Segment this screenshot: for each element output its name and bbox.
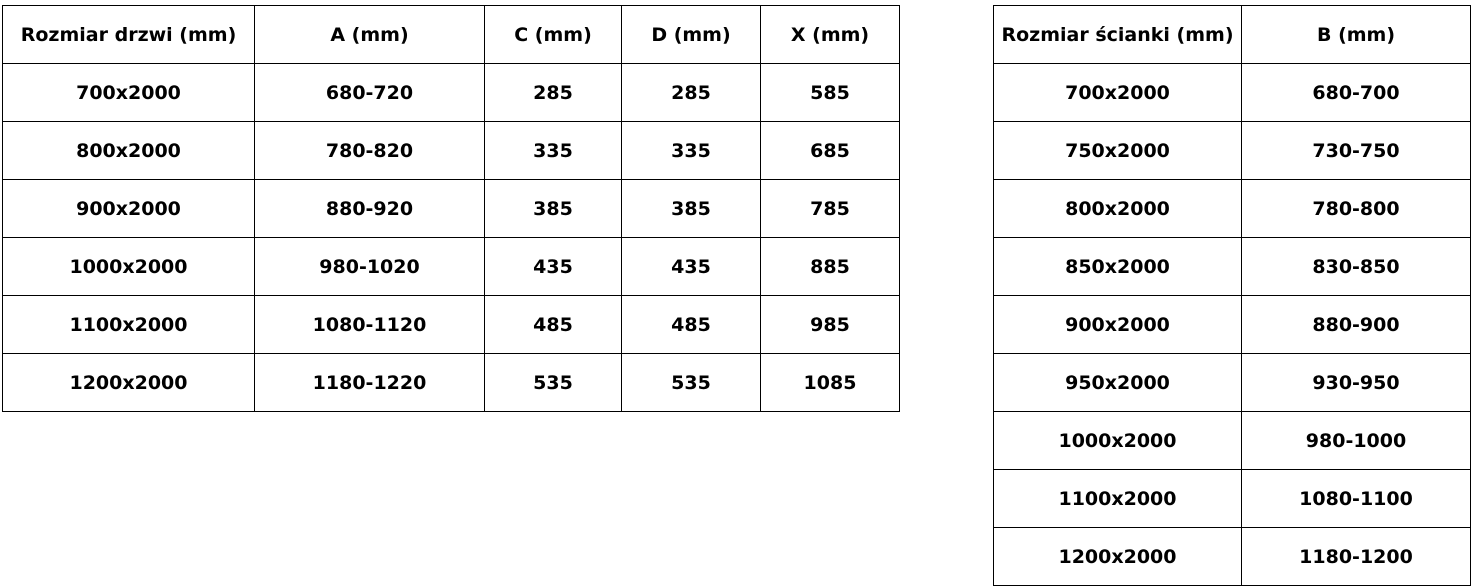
cell-wall-size: 1000x2000 bbox=[994, 412, 1242, 470]
door-table-body bbox=[3, 64, 900, 412]
cell-wall-size: 750x2000 bbox=[994, 122, 1242, 180]
cell-x: 785 bbox=[761, 180, 900, 238]
cell-x: 1085 bbox=[761, 354, 900, 412]
cell-c: 335 bbox=[485, 122, 622, 180]
cell-c: 535 bbox=[485, 354, 622, 412]
cell-wall-size: 800x2000 bbox=[994, 180, 1242, 238]
door-table-header bbox=[3, 6, 900, 64]
table-row bbox=[994, 122, 1471, 180]
cell-b: 680-700 bbox=[1242, 64, 1471, 122]
cell-b: 1080-1100 bbox=[1242, 470, 1471, 528]
cell-b: 730-750 bbox=[1242, 122, 1471, 180]
cell-door-size: 1200x2000 bbox=[3, 354, 255, 412]
cell-wall-size: 1200x2000 bbox=[994, 528, 1242, 586]
column-header-a: A (mm) bbox=[255, 6, 485, 64]
cell-b: 780-800 bbox=[1242, 180, 1471, 238]
column-header-x: X (mm) bbox=[761, 6, 900, 64]
wall-table-header bbox=[994, 6, 1471, 64]
cell-a: 1080-1120 bbox=[255, 296, 485, 354]
table-row bbox=[994, 64, 1471, 122]
cell-d: 335 bbox=[622, 122, 761, 180]
table-row bbox=[3, 180, 900, 238]
table-row bbox=[3, 122, 900, 180]
cell-door-size: 1100x2000 bbox=[3, 296, 255, 354]
cell-b: 930-950 bbox=[1242, 354, 1471, 412]
cell-door-size: 800x2000 bbox=[3, 122, 255, 180]
table-row bbox=[3, 296, 900, 354]
cell-a: 980-1020 bbox=[255, 238, 485, 296]
cell-c: 285 bbox=[485, 64, 622, 122]
cell-wall-size: 950x2000 bbox=[994, 354, 1242, 412]
table-row bbox=[994, 296, 1471, 354]
cell-a: 1180-1220 bbox=[255, 354, 485, 412]
cell-wall-size: 850x2000 bbox=[994, 238, 1242, 296]
table-row bbox=[3, 238, 900, 296]
table-row bbox=[994, 470, 1471, 528]
cell-a: 680-720 bbox=[255, 64, 485, 122]
cell-door-size: 1000x2000 bbox=[3, 238, 255, 296]
wall-size-table bbox=[993, 5, 1471, 586]
door-size-table bbox=[2, 5, 900, 412]
column-header-wall-size: Rozmiar ścianki (mm) bbox=[994, 6, 1242, 64]
table-row bbox=[994, 238, 1471, 296]
cell-door-size: 700x2000 bbox=[3, 64, 255, 122]
cell-x: 585 bbox=[761, 64, 900, 122]
cell-b: 980-1000 bbox=[1242, 412, 1471, 470]
cell-wall-size: 900x2000 bbox=[994, 296, 1242, 354]
column-header-b: B (mm) bbox=[1242, 6, 1471, 64]
cell-x: 685 bbox=[761, 122, 900, 180]
cell-d: 435 bbox=[622, 238, 761, 296]
cell-wall-size: 1100x2000 bbox=[994, 470, 1242, 528]
cell-c: 485 bbox=[485, 296, 622, 354]
table-row bbox=[3, 64, 900, 122]
cell-c: 435 bbox=[485, 238, 622, 296]
cell-a: 780-820 bbox=[255, 122, 485, 180]
table-row bbox=[3, 354, 900, 412]
column-header-door-size: Rozmiar drzwi (mm) bbox=[3, 6, 255, 64]
wall-table-body bbox=[994, 64, 1471, 586]
column-header-c: C (mm) bbox=[485, 6, 622, 64]
cell-door-size: 900x2000 bbox=[3, 180, 255, 238]
cell-x: 985 bbox=[761, 296, 900, 354]
cell-wall-size: 700x2000 bbox=[994, 64, 1242, 122]
table-row bbox=[994, 528, 1471, 586]
cell-b: 830-850 bbox=[1242, 238, 1471, 296]
table-row bbox=[994, 180, 1471, 238]
table-header-row bbox=[994, 6, 1471, 64]
cell-a: 880-920 bbox=[255, 180, 485, 238]
cell-b: 1180-1200 bbox=[1242, 528, 1471, 586]
cell-d: 485 bbox=[622, 296, 761, 354]
table-row bbox=[994, 354, 1471, 412]
cell-d: 535 bbox=[622, 354, 761, 412]
cell-d: 385 bbox=[622, 180, 761, 238]
table-header-row bbox=[3, 6, 900, 64]
cell-x: 885 bbox=[761, 238, 900, 296]
table-row bbox=[994, 412, 1471, 470]
cell-c: 385 bbox=[485, 180, 622, 238]
cell-b: 880-900 bbox=[1242, 296, 1471, 354]
column-header-d: D (mm) bbox=[622, 6, 761, 64]
cell-d: 285 bbox=[622, 64, 761, 122]
